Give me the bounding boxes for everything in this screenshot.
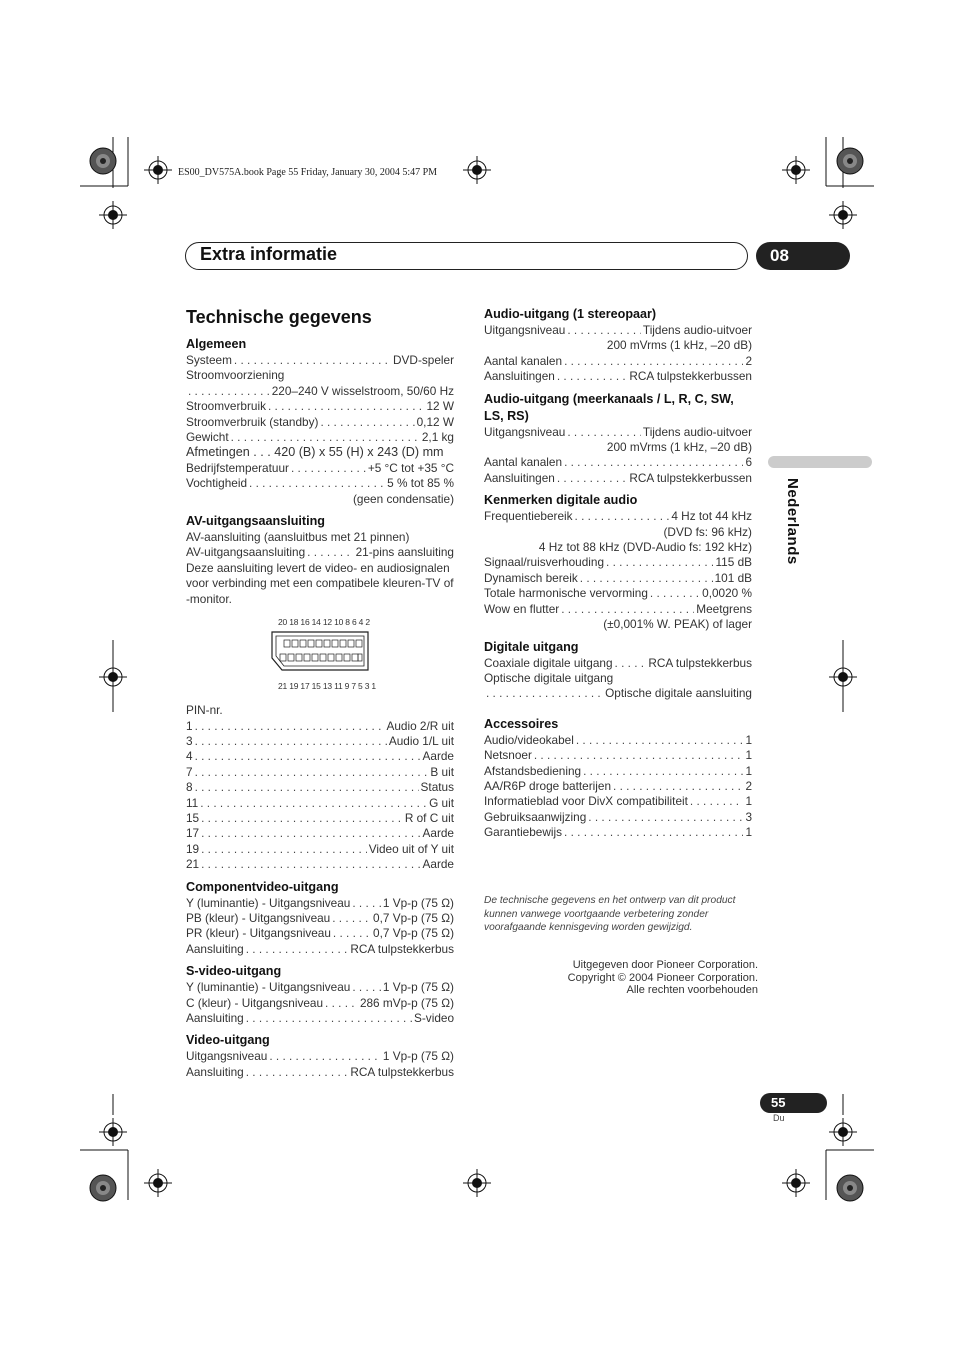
- pin-row: 8 . . . Status: [186, 780, 454, 795]
- section-heading: Kenmerken digitale audio: [484, 493, 638, 508]
- pin-row: 7 . . . B uit: [186, 765, 454, 780]
- spec-row: Coaxiale digitale uitgang . . . RCA tulpstekkerbus: [484, 656, 752, 671]
- page-title: Technische gegevens: [186, 307, 372, 327]
- accessory-row: AA/R6P droge batterijen . . . 2: [484, 779, 752, 794]
- section-heading: Video-uitgang: [186, 1033, 270, 1048]
- accessory-row: Netsnoer . . . 1: [484, 748, 752, 763]
- section-digital-audio: [484, 492, 752, 632]
- section-heading: Audio-uitgang (1 stereopaar): [484, 307, 657, 321]
- pin-row: 1 . . . Audio 2/R uit: [186, 719, 454, 734]
- section-audio-stereo: [484, 306, 752, 385]
- pin-row: 17 . . . Aarde: [186, 826, 454, 841]
- spec-row: Uitgangsniveau . . . Tijdens audio-uitvoer: [484, 323, 752, 338]
- spec-row: . . . Optische digitale aansluiting: [484, 686, 752, 701]
- page-language: Du: [773, 1113, 785, 1123]
- spec-row: Frequentiebereik . . . 4 Hz tot 44 kHz: [484, 509, 752, 524]
- spec-row: Aansluiting . . . RCA tulpstekkerbus: [186, 1065, 454, 1080]
- spec-row: Uitgangsniveau . . . 1 Vp-p (75 Ω): [186, 1049, 454, 1064]
- right-column: [484, 306, 752, 847]
- pin-row: 15 . . . R of C uit: [186, 811, 454, 826]
- section-heading: Accessoires: [484, 716, 559, 731]
- spec-row: AV-uitgangsaansluiting . . . 21-pins aansluiting: [186, 545, 454, 560]
- spec-row: Y (luminantie) - Uitgangsniveau . . . 1 Vp-p (75 Ω): [186, 896, 454, 911]
- section-heading: Componentvideo-uitgang: [186, 879, 339, 894]
- section-video-output: [186, 1032, 454, 1080]
- section-s-video: [186, 963, 454, 1026]
- section-heading: AV-uitgangsaansluiting: [186, 514, 326, 529]
- spec-row: Aantal kanalen . . . 6: [484, 455, 752, 470]
- spec-description: Deze aansluiting levert de video- en audiosignalen voor verbinding met een compatibele kleuren-TV of -monitor.: [186, 560, 454, 606]
- section-audio-multichannel: [484, 391, 752, 487]
- spec-row: PR (kleur) - Uitgangsniveau . . . 0,7 Vp-p (75 Ω): [186, 926, 454, 941]
- pin-row: 3 . . . Audio 1/L uit: [186, 734, 454, 749]
- publisher-line: Uitgegeven door Pioneer Corporation.: [572, 959, 758, 971]
- scart-pins-top: 20 18 16 14 12 10 8 6 4 2: [278, 617, 370, 628]
- accessory-row: Audio/videokabel . . . 1: [484, 733, 752, 748]
- spec-row: Bedrijfstemperatuur . . . +5 °C tot +35 °C: [186, 461, 454, 476]
- accessory-row: Garantiebewijs . . . 1: [484, 825, 752, 840]
- spec-row: Aansluiting . . . RCA tulpstekkerbus: [186, 942, 454, 957]
- spec-row: Vochtigheid . . . 5 % tot 85 %: [186, 476, 454, 491]
- spec-row: PB (kleur) - Uitgangsniveau . . . 0,7 Vp-p (75 Ω): [186, 911, 454, 926]
- spec-line: (DVD fs: 96 kHz): [663, 524, 752, 539]
- chapter-number: 08: [756, 242, 850, 270]
- spec-row: Dynamisch bereik . . . 101 dB: [484, 571, 752, 586]
- specification-note: De technische gegevens en het ontwerp van dit product kunnen vanwege voortgaande verbetering zonder voorafgaande kennisgeving worden gewijzigd.: [484, 895, 736, 934]
- spec-row: Systeem . . . DVD-speler: [186, 353, 454, 368]
- language-tab-label: Nederlands: [784, 478, 801, 565]
- spec-line: Optische digitale uitgang: [484, 670, 614, 685]
- spec-line: Afmetingen . . . 420 (B) x 55 (H) x 243 (D) mm: [186, 445, 444, 460]
- section-algemeen: [186, 336, 454, 507]
- spec-row: Totale harmonische vervorming . . . 0,0020 %: [484, 586, 752, 601]
- copyright-line: Copyright © 2004 Pioneer Corporation.: [567, 971, 758, 984]
- section-accessories: [484, 716, 752, 841]
- left-column: [186, 306, 454, 1086]
- pin-row: 11 . . . G uit: [186, 796, 454, 811]
- spec-line: 200 mVrms (1 kHz, –20 dB): [606, 338, 752, 353]
- spec-row: . . . 220–240 V wisselstroom, 50/60 Hz: [186, 384, 454, 399]
- pin-row: 21 . . . Aarde: [186, 857, 454, 872]
- scart-diagram: [186, 615, 454, 697]
- print-header: ES00_DV575A.book Page 55 Friday, January 30, 2004 5:47 PM: [178, 167, 438, 178]
- pin-row: 19 . . . Video uit of Y uit: [186, 842, 454, 857]
- spec-row: Aantal kanalen . . . 2: [484, 354, 752, 369]
- spec-row: Signaal/ruisverhouding . . . 115 dB: [484, 555, 752, 570]
- section-heading: Digitale uitgang: [484, 639, 579, 654]
- spec-row: Y (luminantie) - Uitgangsniveau . . . 1 Vp-p (75 Ω): [186, 980, 454, 995]
- spec-row: Aansluitingen . . . RCA tulpstekkerbussen: [484, 471, 752, 486]
- publisher-info: [520, 959, 758, 997]
- side-tab-bar: [768, 456, 872, 468]
- section-digital-output: [484, 639, 752, 702]
- section-heading: Audio-uitgang (meerkanaals / L, R, C, SW, LS, RS): [484, 391, 734, 423]
- spec-row: Wow en flutter . . . Meetgrens: [484, 602, 752, 617]
- spec-row: C (kleur) - Uitgangsniveau . . . 286 mVp-p (75 Ω): [186, 996, 454, 1011]
- spec-row: Aansluitingen . . . RCA tulpstekkerbussen: [484, 369, 752, 384]
- pin-label: PIN-nr.: [186, 703, 223, 718]
- accessory-row: Gebruiksaanwijzing . . . 3: [484, 810, 752, 825]
- pin-row: 4 . . . Aarde: [186, 749, 454, 764]
- spec-line: (±0,001% W. PEAK) of lager: [603, 617, 752, 632]
- spec-row: Stroomverbruik . . . 12 W: [186, 399, 454, 414]
- spec-line: AV-aansluiting (aansluitbus met 21 pinnen): [186, 530, 410, 545]
- section-component-video: [186, 879, 454, 958]
- spec-row: Aansluiting . . . S-video: [186, 1011, 454, 1026]
- spec-line: 4 Hz tot 88 kHz (DVD-Audio fs: 192 kHz): [538, 540, 752, 555]
- spec-note: (geen condensatie): [353, 491, 454, 506]
- section-heading: Algemeen: [186, 337, 247, 351]
- page-number: 55: [760, 1093, 827, 1113]
- scart-pins-bottom: 21 19 17 15 13 11 9 7 5 3 1: [278, 681, 376, 692]
- accessory-row: Afstandsbediening . . . 1: [484, 764, 752, 779]
- chapter-title: Extra informatie: [200, 244, 338, 264]
- spec-row: Stroomverbruik (standby) . . . 0,12 W: [186, 415, 454, 430]
- spec-row: Uitgangsniveau . . . Tijdens audio-uitvoer: [484, 425, 752, 440]
- accessory-row: Informatieblad voor DivX compatibiliteit . . . 1: [484, 794, 752, 809]
- rights-line: Alle rechten voorbehouden: [626, 984, 758, 996]
- section-av-output: [186, 513, 454, 873]
- section-heading: S-video-uitgang: [186, 964, 282, 979]
- spec-label: Stroomvoorziening: [186, 368, 285, 383]
- spec-line: 200 mVrms (1 kHz, –20 dB): [606, 440, 752, 455]
- spec-row: Gewicht . . . 2,1 kg: [186, 430, 454, 445]
- scart-connector-icon: [270, 628, 370, 674]
